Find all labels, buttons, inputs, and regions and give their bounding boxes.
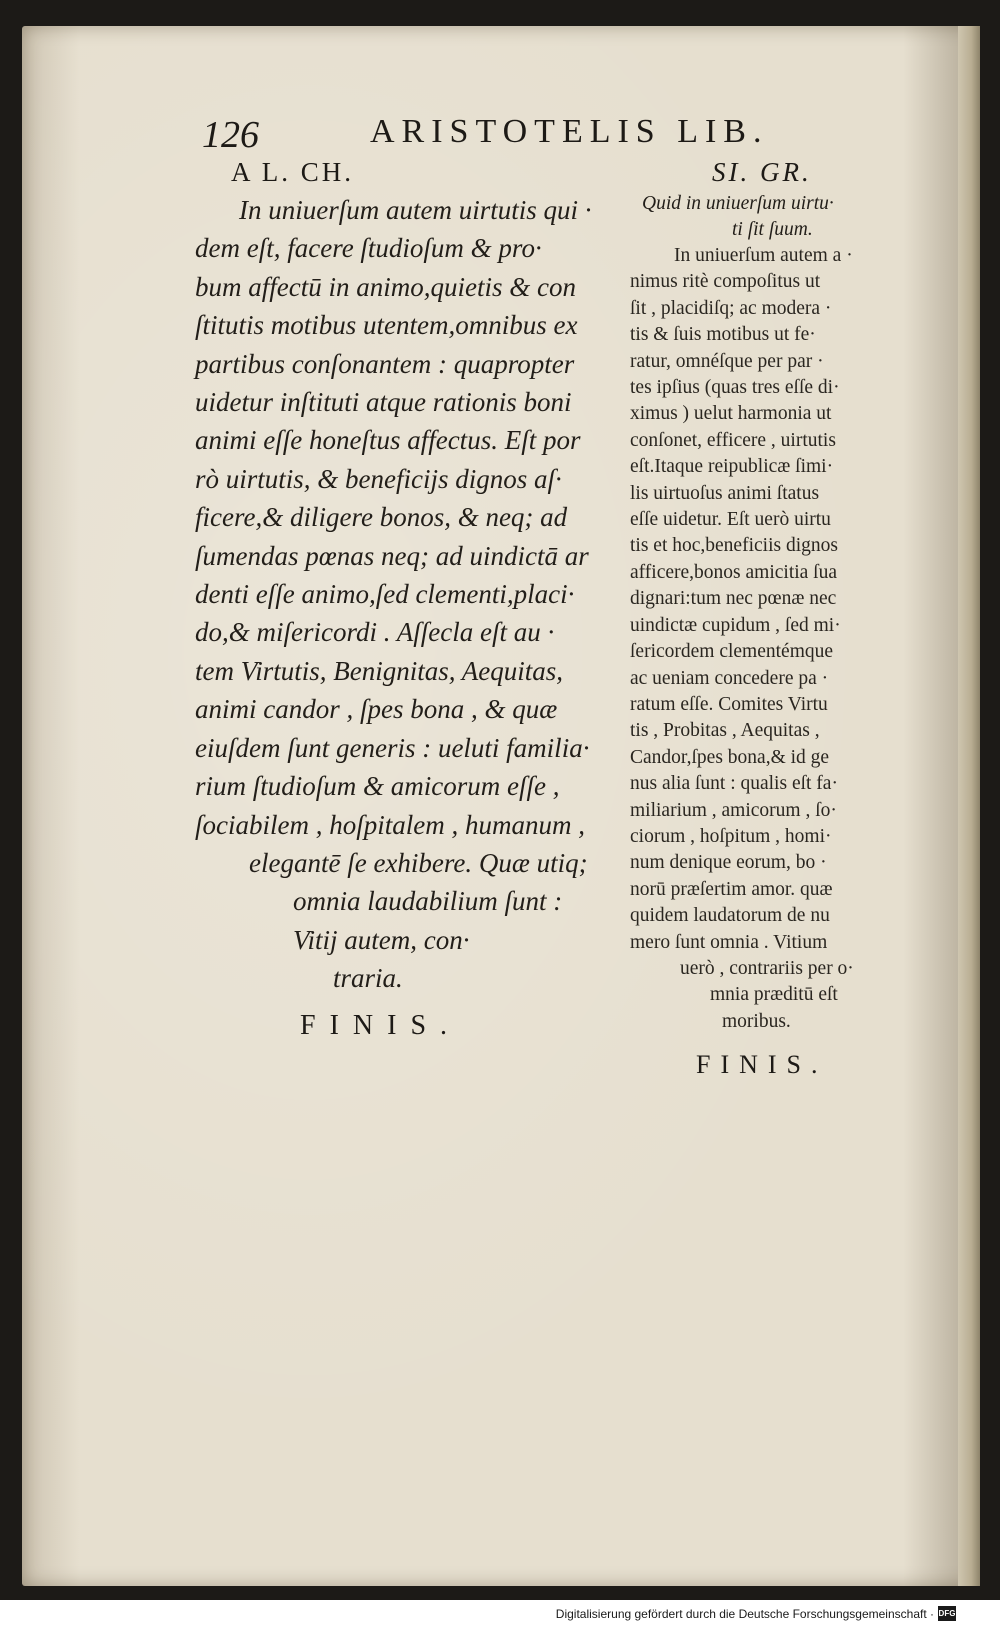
dfg-logo-icon: DFG [938,1606,956,1621]
text-line: eſt.Itaque reipublicæ ſimi· [630,456,834,478]
text-line: ciorum , hoſpitum , homi· [630,825,832,847]
text-line: ſtitutis motibus utentem,omnibus ex [195,310,578,341]
text-line: ſericordem clementémque [630,641,834,663]
column-heading-right: SI. GR. [712,157,812,187]
text-line: tem Virtutis, Benignitas, Aequitas, [195,655,563,686]
finis-left: FINIS. [300,1010,462,1041]
text-line: omnia laudabilium ſunt : [293,886,563,917]
text-line: partibus conſonantem : quapropter [195,348,575,379]
text-line: uidetur inſtituti atque rationis boni [195,387,572,418]
text-line: elegantē ſe exhibere. Quæ utiq; [249,847,588,878]
text-line: eiuſdem ſunt generis : ueluti familia· [195,732,590,763]
text-line: mero ſunt omnia . Vitium [630,931,828,953]
footer-credit: Digitalisierung gefördert durch die Deutsche Forschungsgemeinschaft · [555,1607,934,1621]
text-line: norū præſertim amor. quæ [630,878,833,900]
text-line: conſonet, efficere , uirtutis [630,429,836,451]
text-line: ſit , placidiſq; ac modera · [630,297,832,319]
text-line: nimus ritè compoſitus ut [630,271,821,293]
text-line: ratur, omnéſque per par · [630,350,824,372]
text-line: In uniuerſum autem a · [674,245,853,266]
text-line: nus alia ſunt : qualis eſt fa· [630,773,838,795]
text-line: lis uirtuoſus animi ſtatus [630,482,820,504]
text-line: tis , Probitas , Aequitas , [630,720,820,742]
text-line: ſociabilem , hoſpitalem , humanum , [195,809,585,840]
latin-column-left [195,157,615,998]
page-edge [958,26,980,1586]
text-line: miliarium , amicorum , ſo· [630,799,837,821]
finis-right: FINIS. [696,1050,828,1079]
column-heading-left: A L. CH. [231,157,355,187]
chapter-summary: ti ſit ſuum. [732,219,813,240]
text-line: bum affectū in animo,quietis & con [195,271,576,302]
chapter-summary: Quid in uniuerſum uirtu· [642,193,834,214]
text-line: denti eſſe animo,ſed clementi,placi· [195,579,575,610]
text-line: animi eſſe honeſtus affectus. Eſt por [195,425,581,456]
text-line: rò uirtutis, & beneficijs dignos aſ· [195,463,562,494]
text-line: In uniuerſum autem uirtutis qui · [239,195,592,225]
text-line: do,& miſericordi . Aſſecla eſt au · [195,617,555,648]
running-head [202,113,842,163]
text-line: Vitij autem, con· [293,924,470,955]
page-number: 126 [202,114,259,156]
text-line: uerò , contrariis per o· [680,957,854,979]
text-line: ratum eſſe. Comites Virtu [630,693,828,715]
latin-column-right [630,157,948,1035]
page-title: ARISTOTELIS LIB. [370,113,769,150]
text-line: mnia præditū eſt [710,984,838,1006]
text-line: animi candor , ſpes bona , & quæ [195,694,558,725]
text-line: afficere,bonos amicitia ſua [630,561,838,583]
text-line: rium ſtudioſum & amicorum eſſe , [195,771,560,802]
text-line: dignari:tum nec pœnæ nec [630,588,837,610]
text-line: traria. [333,963,403,994]
text-line: ficere,& diligere bonos, & neq; ad [195,502,568,533]
text-line: dem eſt, facere ſtudioſum & pro· [195,233,542,264]
text-line: num denique eorum, bo · [630,852,827,874]
text-line: eſſe uidetur. Eſt uerò uirtu [630,509,831,531]
text-line: moribus. [722,1010,791,1032]
text-line: ſumendas pœnas neq; ad uindictā ar [195,540,589,571]
text-line: tis et hoc,beneficiis dignos [630,535,838,557]
text-line: quidem laudatorum de nu [630,905,830,927]
text-line: ac ueniam concedere pa · [630,667,829,689]
text-line: tis & ſuis motibus ut fe· [630,324,816,346]
text-line: tes ipſius (quas tres eſſe di· [630,377,840,399]
text-line: uindictæ cupidum , ſed mi· [630,614,841,636]
text-line: Candor,ſpes bona,& id ge [630,746,830,768]
footer-bar [0,1602,1000,1626]
text-line: ximus ) uelut harmonia ut [630,403,832,425]
